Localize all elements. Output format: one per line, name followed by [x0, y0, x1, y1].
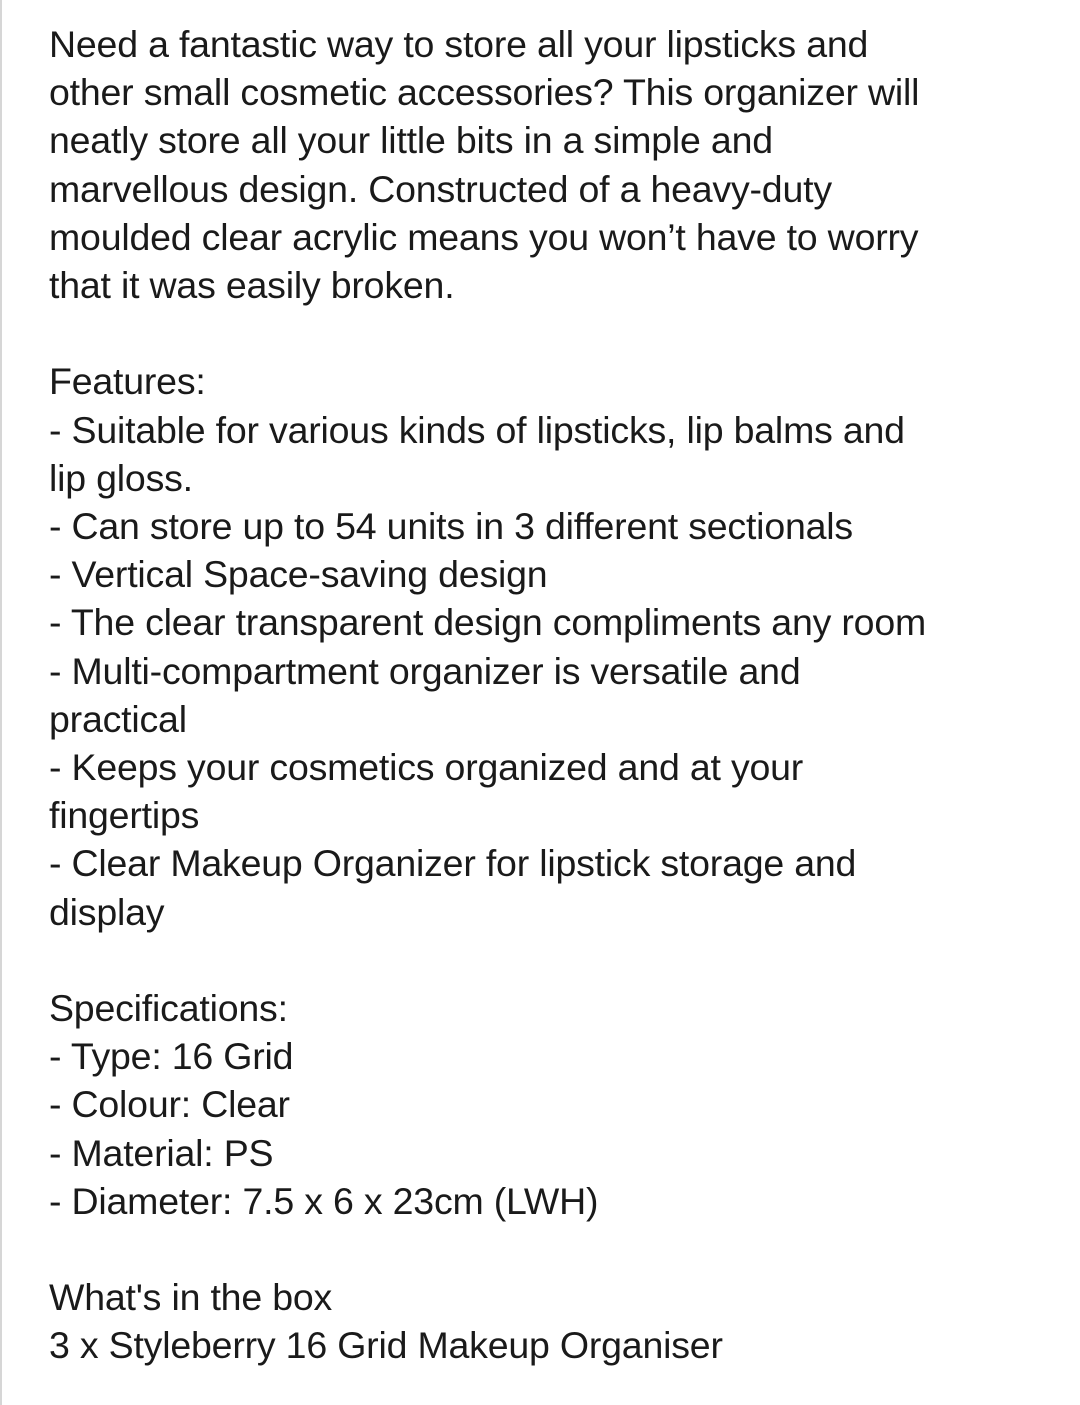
feature-line: - Can store up to 54 units in 3 different sectionals — [49, 505, 853, 548]
intro-paragraph — [49, 20, 1059, 309]
intro-line: moulded clear acrylic means you won’t have to worry — [49, 215, 919, 258]
feature-line: - Vertical Space-saving design — [49, 553, 548, 596]
box-contents-heading: What's in the box — [49, 1276, 333, 1319]
feature-line: - The clear transparent design compliments any room — [49, 601, 927, 644]
spec-line: - Diameter: 7.5 x 6 x 23cm (LWH) — [49, 1179, 599, 1222]
intro-line: marvellous design. Constructed of a heavy-duty — [49, 167, 832, 210]
intro-line: other small cosmetic accessories? This organizer will — [49, 71, 920, 114]
paragraph-spacer — [49, 309, 1059, 357]
feature-line: display — [49, 890, 165, 933]
spec-line: - Material: PS — [49, 1131, 274, 1174]
feature-line: fingertips — [49, 794, 200, 837]
intro-line: that it was easily broken. — [49, 264, 455, 307]
box-contents-line: 3 x Styleberry 16 Grid Makeup Organiser — [49, 1324, 723, 1367]
feature-line: - Clear Makeup Organizer for lipstick storage and — [49, 842, 857, 885]
features-heading: Features: — [49, 360, 206, 403]
features-section — [49, 357, 1059, 935]
product-description-text — [49, 20, 1059, 1370]
feature-line: practical — [49, 697, 187, 740]
box-contents-section — [49, 1273, 1059, 1369]
paragraph-spacer — [49, 1225, 1059, 1273]
feature-line: - Keeps your cosmetics organized and at your — [49, 746, 804, 789]
intro-line: neatly store all your little bits in a simple and — [49, 119, 773, 162]
specifications-section — [49, 984, 1059, 1225]
left-border — [0, 0, 2, 1405]
feature-line: - Multi-compartment organizer is versatile and — [49, 649, 801, 692]
specifications-heading: Specifications: — [49, 987, 288, 1030]
intro-line: Need a fantastic way to store all your lipsticks and — [49, 23, 869, 65]
spec-line: - Type: 16 Grid — [49, 1035, 294, 1078]
feature-line: - Suitable for various kinds of lipsticks, lip balms and — [49, 408, 905, 451]
spec-line: - Colour: Clear — [49, 1083, 290, 1126]
feature-line: lip gloss. — [49, 456, 193, 499]
paragraph-spacer — [49, 936, 1059, 984]
